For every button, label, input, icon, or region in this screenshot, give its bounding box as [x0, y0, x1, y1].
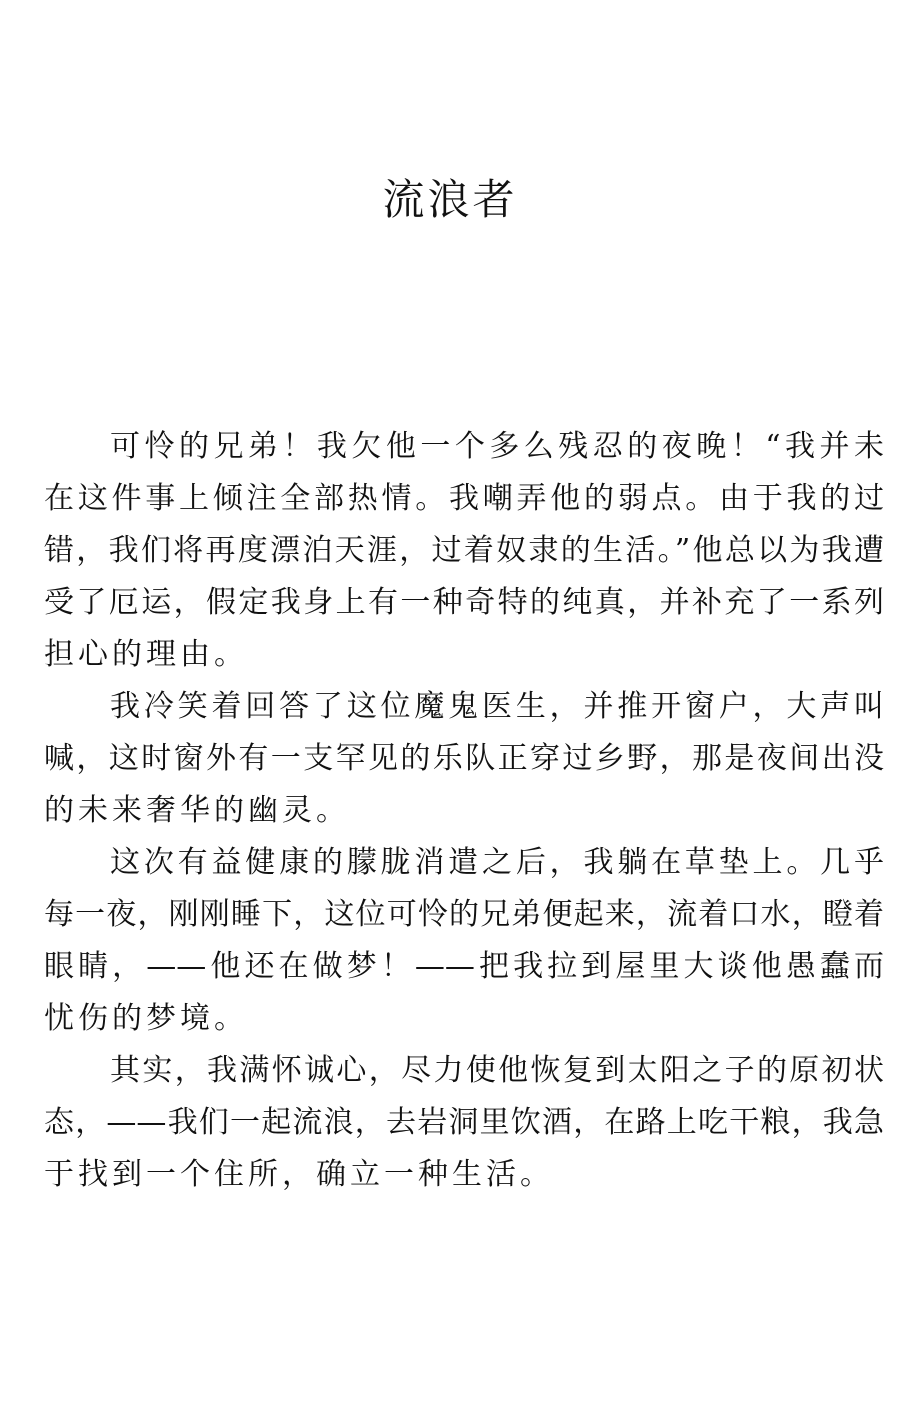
- chapter-title: 流浪者: [382, 175, 518, 224]
- paragraph-2-line-2: 喊，这时窗外有一支罕见的乐队正穿过乡野，那是夜间出没: [44, 741, 884, 776]
- paragraph-2-line-1: 我冷笑着回答了这位魔鬼医生，并推开窗户，大声叫: [110, 689, 884, 724]
- paragraph-4-line-2: 态，——我们一起流浪，去岩洞里饮酒，在路上吃干粮，我急: [44, 1105, 884, 1140]
- paragraph-1-line-2: 在这件事上倾注全部热情。我嘲弄他的弱点。由于我的过: [44, 481, 884, 516]
- paragraph-1-line-1: 可怜的兄弟！我欠他一个多么残忍的夜晚！“我并未: [110, 429, 884, 464]
- paragraph-4-line-1: 其实，我满怀诚心，尽力使他恢复到太阳之子的原初状: [110, 1053, 884, 1088]
- paragraph-1-line-5: 担心的理由。: [44, 637, 248, 672]
- paragraph-4-line-3: 于找到一个住所，确立一种生活。: [44, 1157, 554, 1192]
- paragraph-3-line-3: 眼睛，——他还在做梦！——把我拉到屋里大谈他愚蠢而: [44, 949, 884, 984]
- paragraph-2-line-3: 的未来奢华的幽灵。: [44, 793, 350, 828]
- paragraph-3-line-4: 忧伤的梦境。: [44, 1001, 248, 1036]
- paragraph-1-line-3: 错，我们将再度漂泊天涯，过着奴隶的生活。”他总以为我遭: [44, 533, 884, 568]
- paragraph-3-line-2: 每一夜，刚刚睡下，这位可怜的兄弟便起来，流着口水，瞪着: [44, 897, 884, 932]
- paragraph-1-line-4: 受了厄运，假定我身上有一种奇特的纯真，并补充了一系列: [44, 585, 884, 620]
- paragraph-3-line-1: 这次有益健康的朦胧消遣之后，我躺在草垫上。几乎: [110, 845, 884, 880]
